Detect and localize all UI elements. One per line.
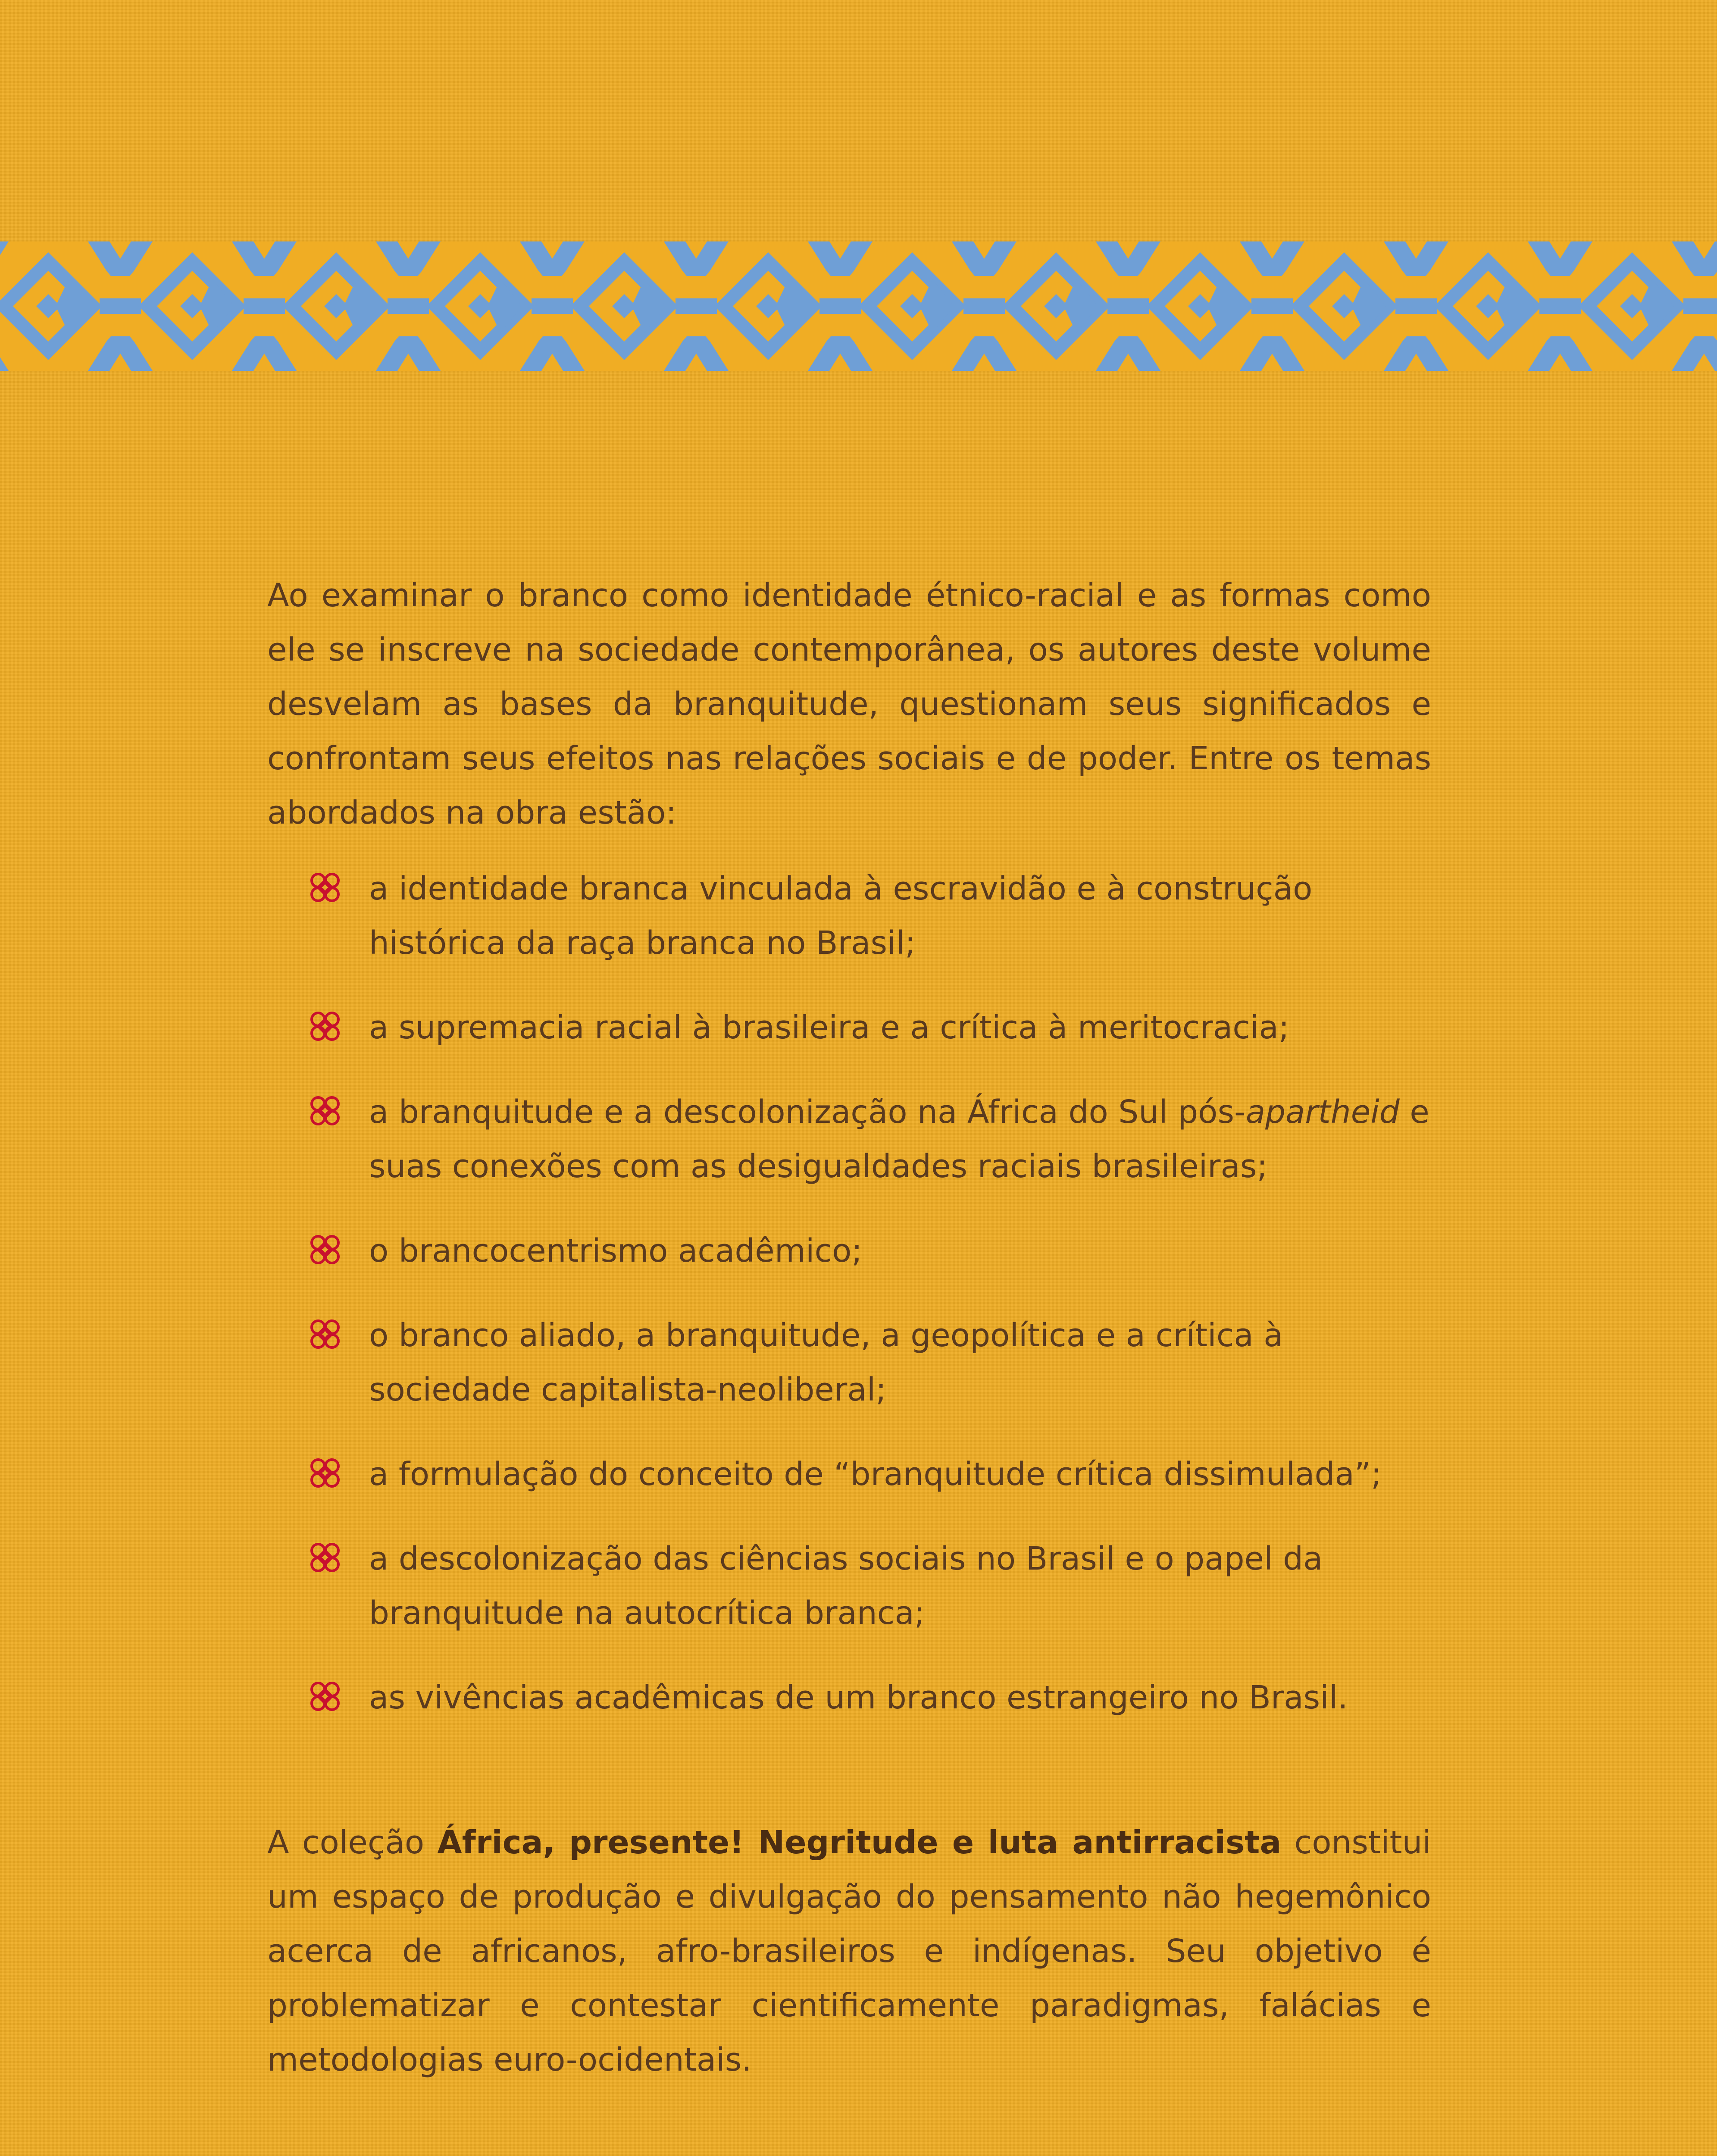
interlaced-knot-icon (308, 1540, 342, 1575)
list-item (267, 1532, 1431, 1640)
interlaced-knot-icon (308, 1094, 342, 1128)
topics-list (267, 862, 1431, 1725)
back-cover-text (267, 568, 1431, 2087)
list-item (267, 1000, 1431, 1055)
intro-paragraph: Ao examinar o branco como identidade étnico-racial e as formas como ele se inscreve na sociedade contemporânea, os autores deste volume desvelam as bases da branquitude, questionam seus significados e confrontam seus efeitos nas relações sociais e de poder. Entre os temas abordados na obra estão: (267, 577, 1431, 831)
topic-italic-term: apartheid (1245, 1094, 1400, 1131)
collection-title: África, presente! Negritude e luta antirracista (437, 1824, 1282, 1861)
list-item (267, 1670, 1431, 1725)
list-item (267, 1308, 1431, 1417)
diamond-pattern-icon (0, 241, 1717, 371)
topic-text-start: a branquitude e a descolonização na África do Sul pós- (369, 1094, 1246, 1131)
collection-prefix: A coleção (267, 1824, 438, 1861)
interlaced-knot-icon (308, 1679, 342, 1714)
topic-text: a identidade branca vinculada à escravidão e à construção histórica da raça branca no Brasil; (369, 870, 1313, 962)
collection-paragraph (267, 1815, 1431, 2087)
interlaced-knot-icon (308, 1232, 342, 1267)
interlaced-knot-icon (308, 1009, 342, 1044)
list-item (267, 1085, 1431, 1194)
list-item (267, 862, 1431, 970)
decorative-border-band (0, 241, 1717, 371)
topic-text: as vivências acadêmicas de um branco estrangeiro no Brasil. (369, 1679, 1348, 1716)
interlaced-knot-icon (308, 1317, 342, 1351)
list-item (267, 1224, 1431, 1278)
topic-text: a formulação do conceito de “branquitude crítica dissimulada”; (369, 1456, 1382, 1493)
interlaced-knot-icon (308, 1456, 342, 1490)
collection-description: constitui um espaço de produção e divulgação do pensamento não hegemônico acerca de africanos, afro-brasileiros e indígenas. Seu objetivo é problematizar e contestar cientificamente paradigmas, falácias e metodologias euro-ocidentais. (267, 1824, 1431, 2078)
topic-text: a descolonização das ciências sociais no Brasil e o papel da branquitude na autocrítica branca; (369, 1540, 1323, 1632)
topic-text-end: e suas conexões com as desigualdades raciais brasileiras; (369, 1094, 1429, 1185)
topic-text (369, 1094, 1429, 1185)
interlaced-knot-icon (308, 870, 342, 905)
topic-text: a supremacia racial à brasileira e a crítica à meritocracia; (369, 1009, 1289, 1046)
list-item (267, 1447, 1431, 1501)
topic-text: o brancocentrismo acadêmico; (369, 1232, 863, 1269)
topic-text: o branco aliado, a branquitude, a geopolítica e a crítica à sociedade capitalista-neoliberal; (369, 1317, 1283, 1408)
